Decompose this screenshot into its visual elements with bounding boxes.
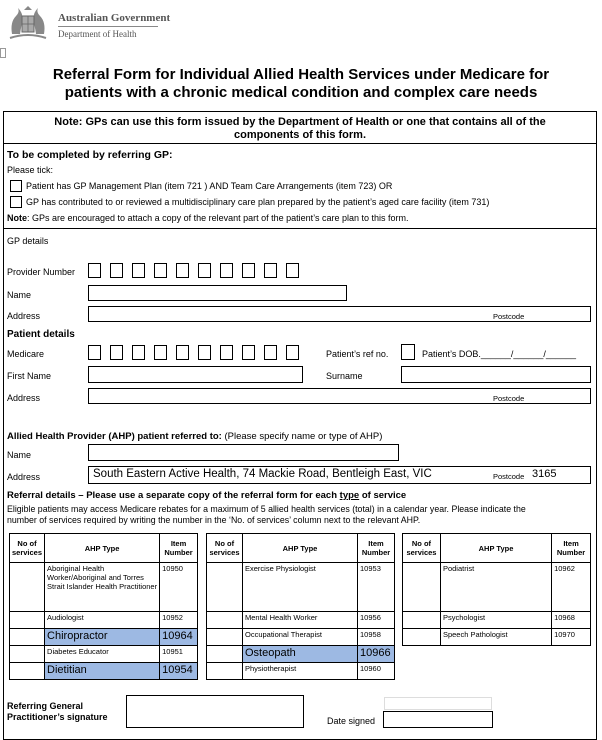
patient-ref-field[interactable] bbox=[401, 344, 415, 360]
gp-plan-option-label: Patient has GP Management Plan (item 721 ) AND Team Care Arrangements (item 723) OR bbox=[26, 181, 393, 191]
item-number-cell: 10960 bbox=[358, 663, 395, 680]
date-signed-field[interactable] bbox=[383, 711, 493, 728]
item-number-cell: 10968 bbox=[552, 612, 591, 629]
no-services-cell[interactable] bbox=[10, 629, 45, 646]
note-line1: Note: GPs can use this form issued by the Department of Health or one that contains all of the bbox=[54, 116, 546, 128]
table-row bbox=[10, 563, 198, 612]
aged-care-plan-checkbox[interactable] bbox=[10, 196, 22, 208]
gp-address-field[interactable] bbox=[88, 306, 591, 322]
medicare-digit-box[interactable] bbox=[88, 345, 101, 360]
table-row bbox=[207, 663, 395, 680]
ahp-type-cell: Occupational Therapist bbox=[242, 629, 357, 646]
form-title-line2: patients with a chronic medical condition and complex care needs bbox=[64, 84, 538, 101]
ahp-address-value: South Eastern Active Health, 74 Mackie Road, Bentleigh East, VIC bbox=[93, 468, 432, 480]
page-marker bbox=[0, 48, 6, 58]
ahp-heading bbox=[7, 431, 382, 442]
referral-heading-b: of service bbox=[359, 490, 407, 501]
ahp-type-cell: Diabetes Educator bbox=[45, 646, 160, 663]
medicare-digit-box[interactable] bbox=[220, 345, 233, 360]
col-item-number-header: Item Number bbox=[160, 534, 198, 563]
provider-digit-box[interactable] bbox=[110, 263, 123, 278]
medicare-digit-box[interactable] bbox=[198, 345, 211, 360]
table-row bbox=[10, 646, 198, 663]
no-services-cell[interactable] bbox=[10, 612, 45, 629]
ahp-type-cell-highlighted: Dietitian bbox=[45, 663, 160, 680]
signature-field[interactable] bbox=[126, 695, 304, 728]
no-services-cell[interactable] bbox=[403, 612, 441, 629]
ahp-heading-note: (Please specify name or type of AHP) bbox=[221, 431, 383, 442]
ahp-table-2 bbox=[206, 533, 395, 680]
date-signed-label: Date signed bbox=[327, 716, 376, 726]
gp-note-prefix: Note bbox=[7, 213, 27, 223]
item-number-cell: 10958 bbox=[358, 629, 395, 646]
medicare-label: Medicare bbox=[7, 349, 45, 359]
table-row bbox=[403, 612, 591, 629]
provider-number-label: Provider Number bbox=[7, 267, 76, 277]
table-row bbox=[207, 629, 395, 646]
provider-digit-box[interactable] bbox=[220, 263, 233, 278]
item-number-cell: 10956 bbox=[358, 612, 395, 629]
referral-text-line2: number of services required by writing the number in the ‘No. of services’ column next to the relevant AHP. bbox=[7, 515, 421, 525]
ahp-postcode-label: Postcode bbox=[493, 472, 525, 481]
ahp-type-cell: Physiotherapist bbox=[242, 663, 357, 680]
australian-coat-of-arms-icon bbox=[6, 4, 50, 44]
first-name-label: First Name bbox=[7, 371, 52, 381]
medicare-digit-box[interactable] bbox=[264, 345, 277, 360]
no-services-cell[interactable] bbox=[207, 563, 243, 612]
ahp-type-cell: Exercise Physiologist bbox=[242, 563, 357, 612]
col-no-services-header: No of services bbox=[10, 534, 45, 563]
gp-name-field[interactable] bbox=[88, 285, 347, 301]
medicare-digit-box[interactable] bbox=[176, 345, 189, 360]
aged-care-option-label: GP has contributed to or reviewed a multidisciplinary care plan prepared by the patient’s aged care facility (item 731) bbox=[26, 197, 490, 207]
item-number-cell: 10953 bbox=[358, 563, 395, 612]
medicare-digit-box[interactable] bbox=[132, 345, 145, 360]
provider-digit-box[interactable] bbox=[176, 263, 189, 278]
form-title-line1: Referral Form for Individual Allied Health Services under Medicare for bbox=[52, 66, 550, 83]
gp-section-heading: To be completed by referring GP: bbox=[7, 149, 173, 161]
table-row bbox=[10, 629, 198, 646]
provider-digit-box[interactable] bbox=[88, 263, 101, 278]
note-banner bbox=[4, 116, 596, 142]
provider-digit-box[interactable] bbox=[286, 263, 299, 278]
referral-heading-type: type bbox=[339, 490, 360, 501]
no-services-cell[interactable] bbox=[403, 563, 441, 612]
item-number-cell: 10970 bbox=[552, 629, 591, 646]
medicare-digit-box[interactable] bbox=[286, 345, 299, 360]
ahp-type-cell: Aboriginal Health Worker/Aboriginal and Torres Strait Islander Health Practitioner bbox=[45, 563, 160, 612]
ahp-type-cell: Speech Pathologist bbox=[440, 629, 551, 646]
col-ahp-type-header: AHP Type bbox=[45, 534, 160, 563]
gp-note bbox=[7, 213, 409, 223]
gp-note-text: : GPs are encouraged to attach a copy of the relevant part of the patient’s care plan to this form. bbox=[27, 213, 409, 223]
ahp-heading-text: Allied Health Provider (AHP) patient referred to: bbox=[7, 431, 222, 442]
table-row bbox=[403, 563, 591, 612]
patient-address-field[interactable] bbox=[88, 388, 591, 404]
medicare-digit-box[interactable] bbox=[110, 345, 123, 360]
ahp-type-cell: Podiatrist bbox=[440, 563, 551, 612]
item-number-cell-highlighted: 10966 bbox=[358, 646, 395, 663]
no-services-cell[interactable] bbox=[10, 563, 45, 612]
item-number-cell: 10952 bbox=[160, 612, 198, 629]
gp-details-heading: GP details bbox=[7, 236, 49, 246]
col-item-number-header: Item Number bbox=[358, 534, 395, 563]
no-services-cell[interactable] bbox=[207, 629, 243, 646]
ahp-table-3 bbox=[402, 533, 591, 646]
ahp-name-field[interactable] bbox=[88, 444, 399, 461]
referral-heading-a: Referral details – Please use a separate copy of the referral form for each bbox=[7, 490, 340, 501]
provider-digit-box[interactable] bbox=[198, 263, 211, 278]
ahp-address-field[interactable] bbox=[88, 466, 591, 484]
gov-line1: Australian Government bbox=[58, 12, 171, 24]
first-name-field[interactable] bbox=[88, 366, 303, 383]
provider-digit-box[interactable] bbox=[264, 263, 277, 278]
item-number-cell: 10962 bbox=[552, 563, 591, 612]
referral-text-line1: Eligible patients may access Medicare rebates for a maximum of 5 allied health services (total) in a calendar year. Please indicate the bbox=[7, 504, 526, 514]
col-item-number-header: Item Number bbox=[552, 534, 591, 563]
surname-field[interactable] bbox=[401, 366, 591, 383]
table-row bbox=[403, 629, 591, 646]
table-row bbox=[10, 663, 198, 680]
referring-gp-signature-label bbox=[7, 701, 108, 723]
item-number-cell-highlighted: 10964 bbox=[160, 629, 198, 646]
patient-postcode-label: Postcode bbox=[493, 394, 525, 403]
provider-digit-box[interactable] bbox=[154, 263, 167, 278]
ahp-type-cell: Psychologist bbox=[440, 612, 551, 629]
ahp-type-cell-highlighted: Osteopath bbox=[242, 646, 357, 663]
note-line2: components of this form. bbox=[234, 129, 366, 141]
patient-dob-label: Patient’s DOB.______/______/______ bbox=[422, 349, 576, 359]
divider bbox=[3, 228, 597, 229]
divider bbox=[3, 143, 597, 144]
col-no-services-header: No of services bbox=[207, 534, 243, 563]
no-services-cell[interactable] bbox=[207, 612, 243, 629]
no-services-cell[interactable] bbox=[403, 629, 441, 646]
surname-label: Surname bbox=[326, 371, 363, 381]
ahp-address-label: Address bbox=[7, 472, 41, 482]
gov-divider bbox=[58, 26, 158, 27]
ahp-type-cell-highlighted: Chiropractor bbox=[45, 629, 160, 646]
table-row bbox=[207, 646, 395, 663]
table-row bbox=[207, 563, 395, 612]
gp-plan-checkbox[interactable] bbox=[10, 180, 22, 192]
item-number-cell: 10951 bbox=[160, 646, 198, 663]
ahp-type-cell: Mental Health Worker bbox=[242, 612, 357, 629]
ahp-postcode-value: 3165 bbox=[532, 468, 557, 480]
provider-digit-box[interactable] bbox=[132, 263, 145, 278]
col-ahp-type-header: AHP Type bbox=[440, 534, 551, 563]
item-number-cell: 10950 bbox=[160, 563, 198, 612]
no-services-cell[interactable] bbox=[10, 663, 45, 680]
gp-name-label: Name bbox=[7, 290, 32, 300]
ahp-name-label: Name bbox=[7, 450, 32, 460]
please-tick-label: Please tick: bbox=[7, 165, 54, 175]
ahp-type-cell: Audiologist bbox=[45, 612, 160, 629]
gp-address-label: Address bbox=[7, 311, 41, 321]
patient-ref-label: Patient’s ref no. bbox=[326, 349, 389, 359]
referral-heading bbox=[7, 490, 406, 501]
no-services-cell[interactable] bbox=[207, 646, 243, 663]
no-services-cell[interactable] bbox=[207, 663, 243, 680]
table-row bbox=[207, 612, 395, 629]
gp-postcode-label: Postcode bbox=[493, 312, 525, 321]
provider-digit-box[interactable] bbox=[242, 263, 255, 278]
item-number-cell-highlighted: 10954 bbox=[160, 663, 198, 680]
referring-label-line2: Practitioner’s signature bbox=[7, 712, 108, 722]
table-row bbox=[10, 612, 198, 629]
gov-line2: Department of Health bbox=[58, 29, 137, 39]
medicare-digit-box[interactable] bbox=[242, 345, 255, 360]
referring-label-line1: Referring General bbox=[7, 701, 84, 711]
ahp-table-1 bbox=[9, 533, 198, 680]
faint-box bbox=[384, 697, 492, 710]
patient-address-label: Address bbox=[7, 393, 41, 403]
medicare-digit-box[interactable] bbox=[154, 345, 167, 360]
no-services-cell[interactable] bbox=[10, 646, 45, 663]
col-ahp-type-header: AHP Type bbox=[242, 534, 357, 563]
patient-details-heading: Patient details bbox=[7, 329, 75, 340]
col-no-services-header: No of services bbox=[403, 534, 441, 563]
